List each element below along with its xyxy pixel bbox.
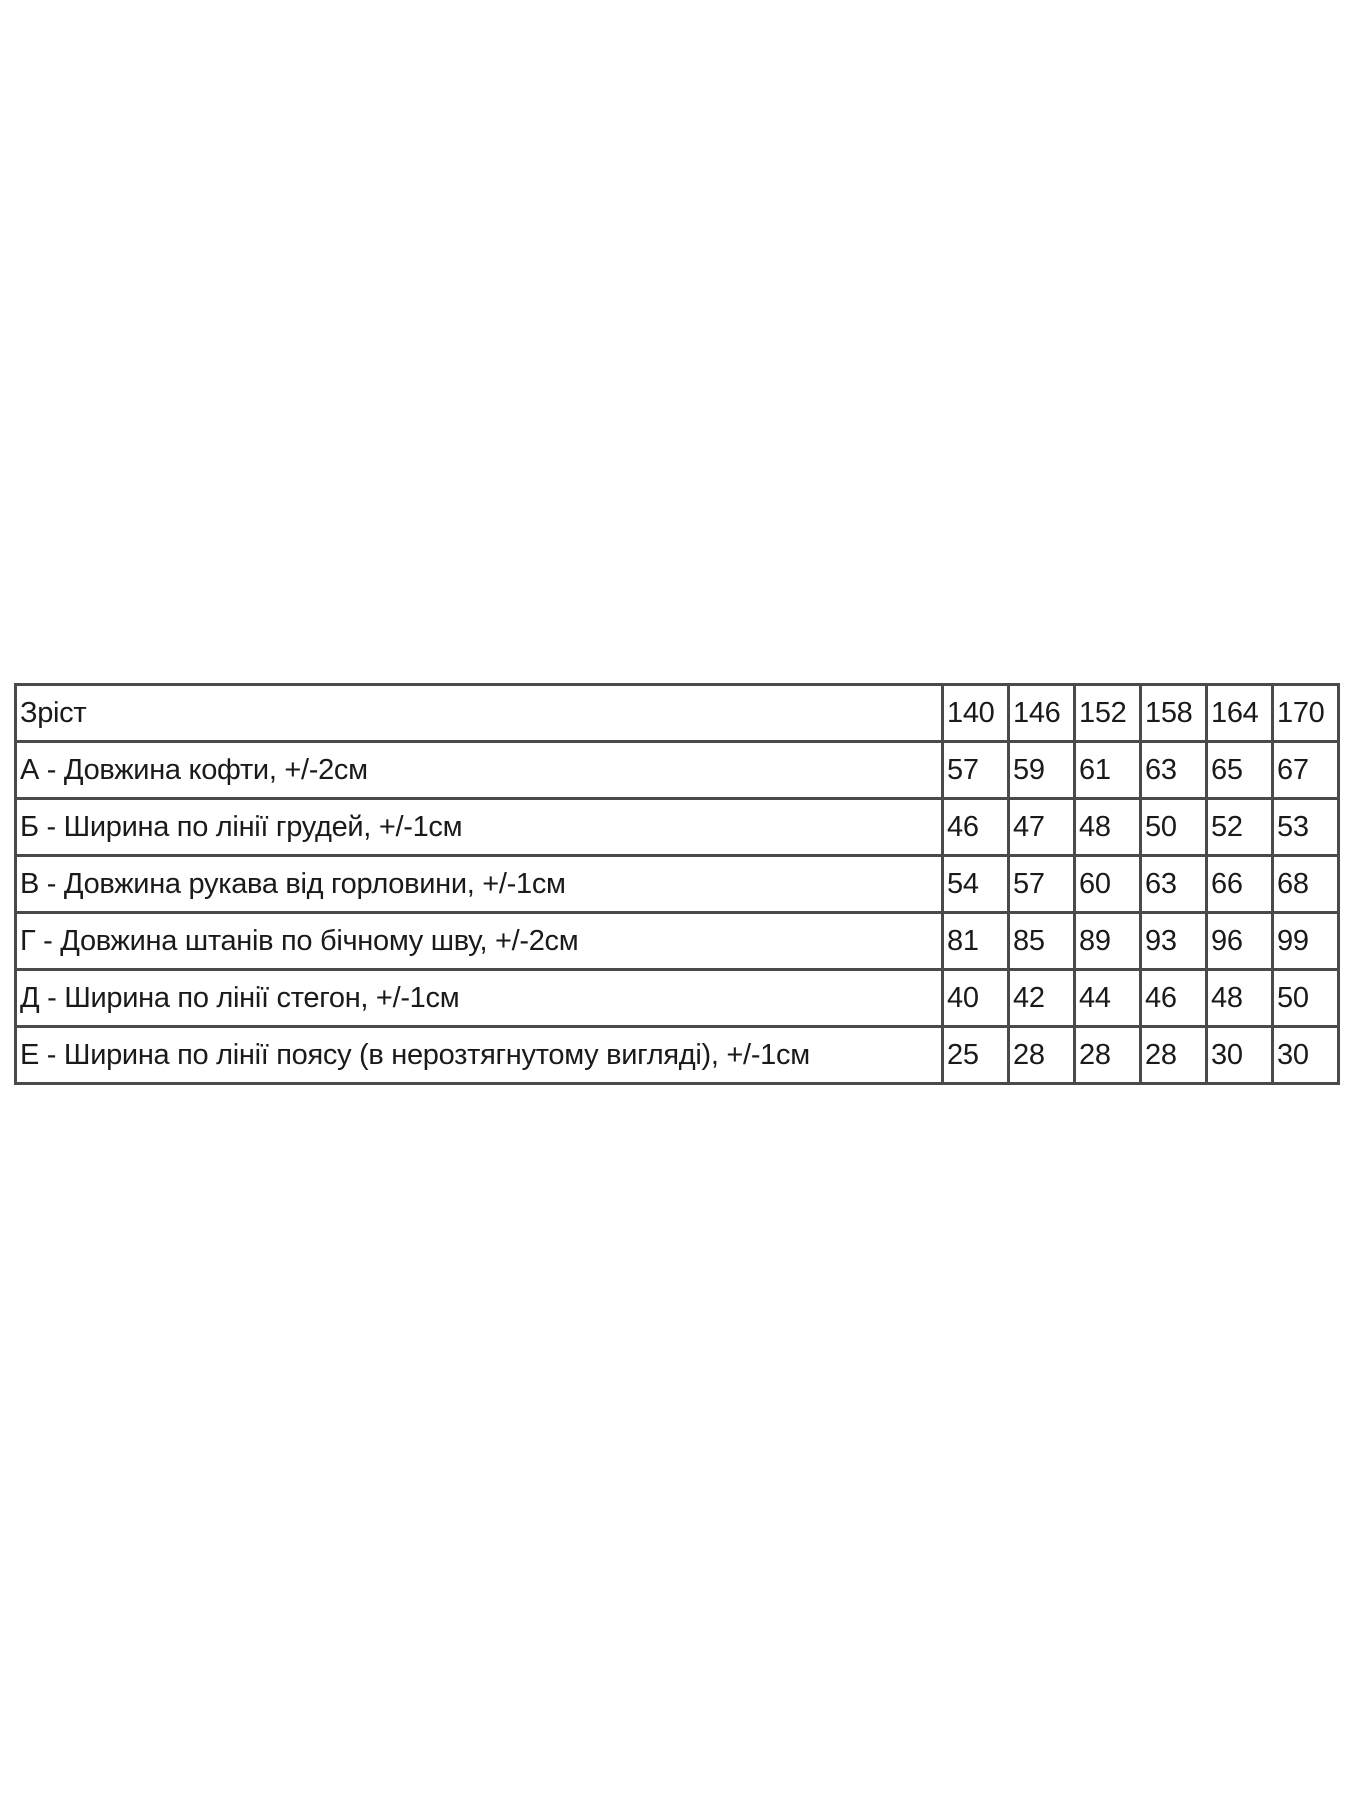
size-header-170: 170 [1273, 685, 1339, 742]
table-cell: 63 [1141, 742, 1207, 799]
table-cell: 57 [1009, 856, 1075, 913]
table-cell: 30 [1273, 1027, 1339, 1084]
size-header-140: 140 [943, 685, 1009, 742]
table-cell: 63 [1141, 856, 1207, 913]
table-cell: 52 [1207, 799, 1273, 856]
size-header-146: 146 [1009, 685, 1075, 742]
table-cell: 46 [1141, 970, 1207, 1027]
table-cell: 99 [1273, 913, 1339, 970]
table-cell: 96 [1207, 913, 1273, 970]
table-cell: 25 [943, 1027, 1009, 1084]
height-header-label: Зріст [16, 685, 943, 742]
size-header-152: 152 [1075, 685, 1141, 742]
table-cell: 40 [943, 970, 1009, 1027]
size-header-158: 158 [1141, 685, 1207, 742]
table-cell: 61 [1075, 742, 1141, 799]
table-cell: 59 [1009, 742, 1075, 799]
table-cell: 46 [943, 799, 1009, 856]
table-row [16, 742, 1339, 799]
table-cell: 66 [1207, 856, 1273, 913]
row-label: Д - Ширина по лінії стегон, +/-1см [16, 970, 943, 1027]
table-header-row [16, 685, 1339, 742]
table-cell: 48 [1207, 970, 1273, 1027]
table-cell: 93 [1141, 913, 1207, 970]
table-cell: 68 [1273, 856, 1339, 913]
table-cell: 53 [1273, 799, 1339, 856]
table-cell: 42 [1009, 970, 1075, 1027]
row-label: Б - Ширина по лінії грудей, +/-1см [16, 799, 943, 856]
table-cell: 85 [1009, 913, 1075, 970]
table-cell: 89 [1075, 913, 1141, 970]
row-label: В - Довжина рукава від горловини, +/-1см [16, 856, 943, 913]
table-cell: 28 [1075, 1027, 1141, 1084]
table-cell: 65 [1207, 742, 1273, 799]
table-row [16, 799, 1339, 856]
table-cell: 28 [1141, 1027, 1207, 1084]
size-header-164: 164 [1207, 685, 1273, 742]
size-chart-table [14, 683, 1340, 1085]
row-label: А - Довжина кофти, +/-2см [16, 742, 943, 799]
table-cell: 57 [943, 742, 1009, 799]
table-cell: 67 [1273, 742, 1339, 799]
table-cell: 50 [1273, 970, 1339, 1027]
table-cell: 28 [1009, 1027, 1075, 1084]
table-row [16, 970, 1339, 1027]
table-cell: 60 [1075, 856, 1141, 913]
table-row [16, 913, 1339, 970]
table-cell: 47 [1009, 799, 1075, 856]
table-cell: 54 [943, 856, 1009, 913]
table-cell: 30 [1207, 1027, 1273, 1084]
row-label: Е - Ширина по лінії поясу (в нерозтягнутому вигляді), +/-1см [16, 1027, 943, 1084]
table-cell: 81 [943, 913, 1009, 970]
table-cell: 48 [1075, 799, 1141, 856]
table-row [16, 856, 1339, 913]
table-cell: 50 [1141, 799, 1207, 856]
table-cell: 44 [1075, 970, 1141, 1027]
row-label: Г - Довжина штанів по бічному шву, +/-2см [16, 913, 943, 970]
table-row [16, 1027, 1339, 1084]
